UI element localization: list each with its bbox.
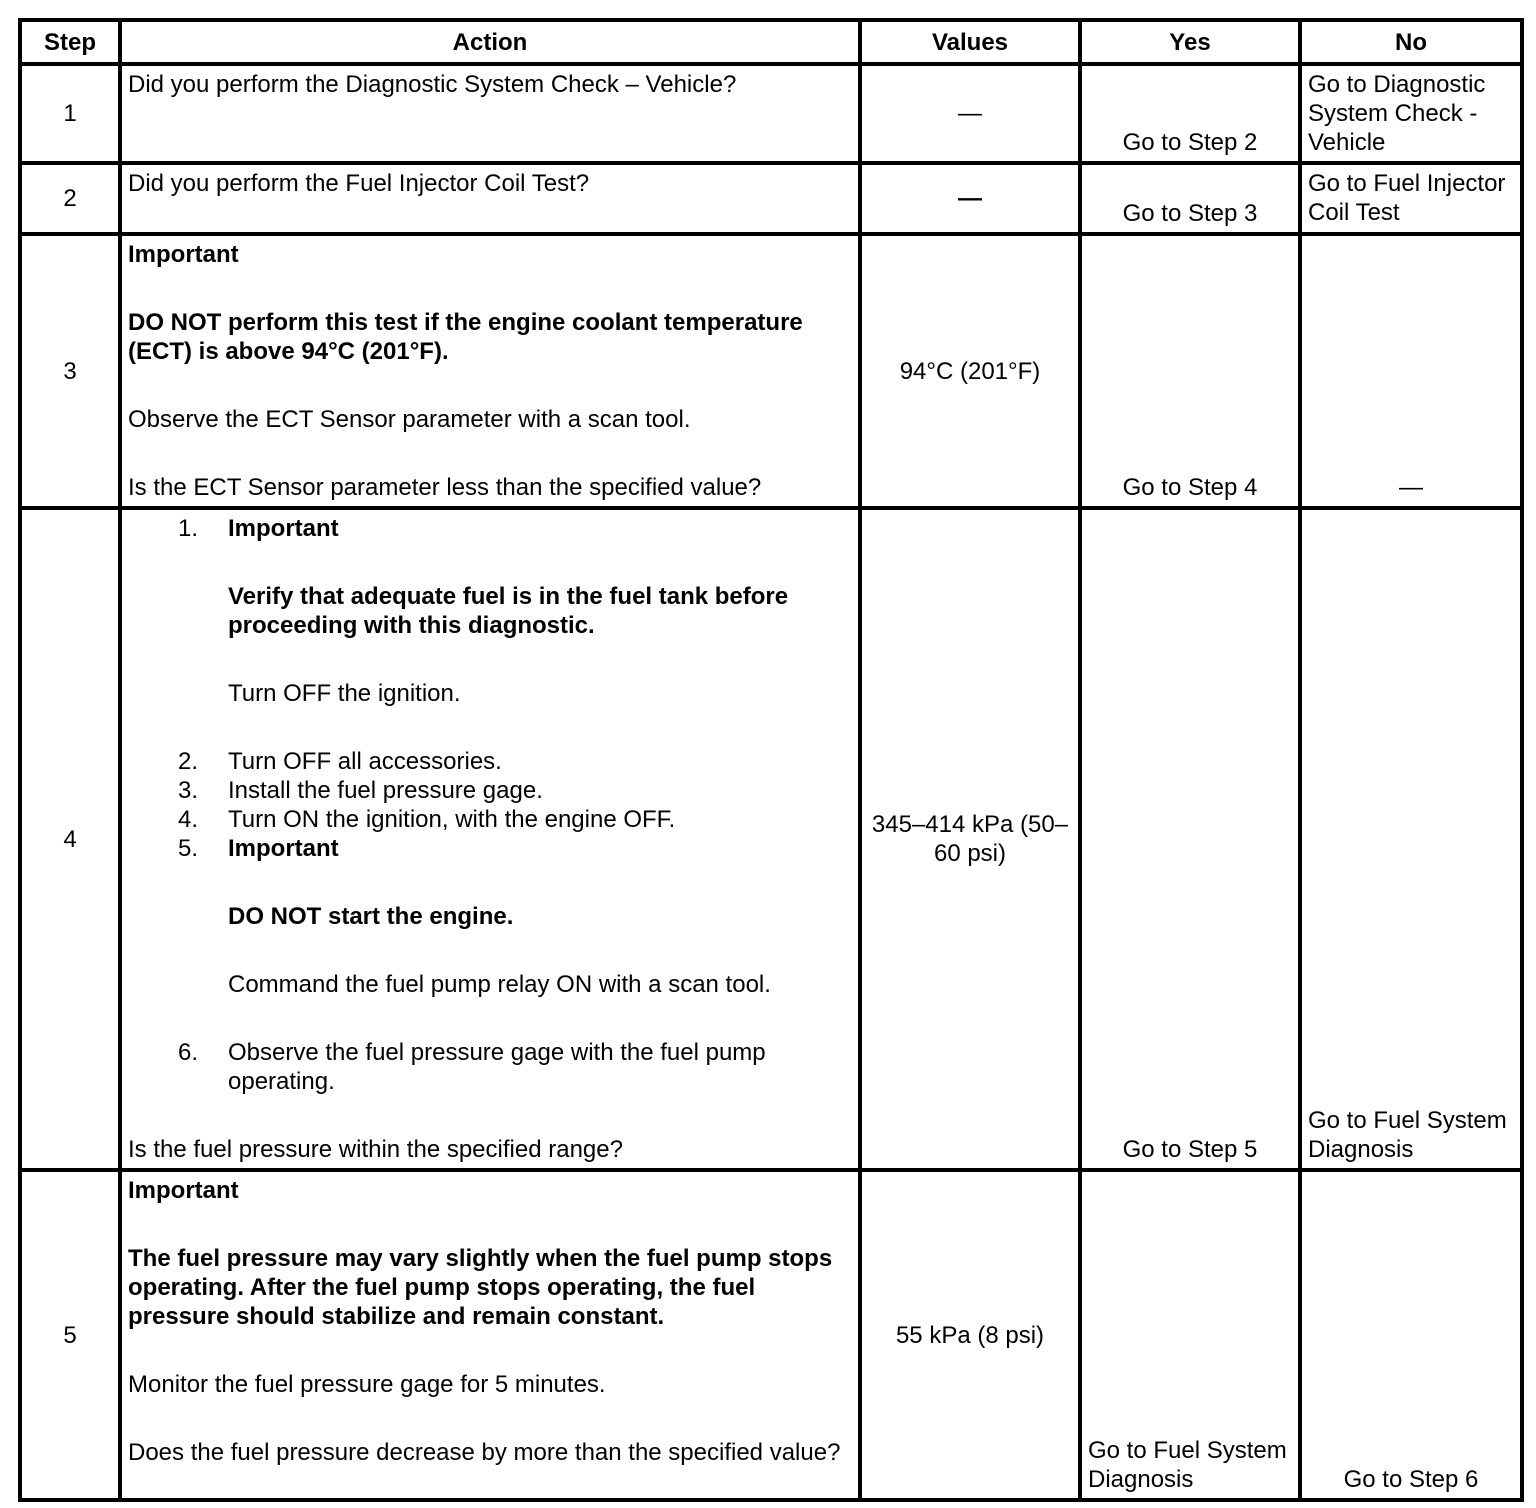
list-item: [128, 1038, 852, 1096]
table-row: [20, 234, 1522, 508]
yes-cell: Go to Step 4: [1080, 234, 1300, 508]
header-row: [20, 20, 1522, 64]
yes-cell: Go to Step 2: [1080, 64, 1300, 163]
header-yes: Yes: [1080, 20, 1300, 64]
item-number: 5.: [177, 835, 198, 862]
important-warning: DO NOT start the engine.: [228, 903, 514, 930]
table-header: [20, 20, 1522, 64]
values-cell: 345–414 kPa (50–60 psi): [860, 508, 1080, 1170]
important-label: Important: [128, 1177, 239, 1204]
step-number: 5: [20, 1170, 120, 1500]
important-label: Important: [228, 515, 339, 542]
no-cell: Go to Step 6: [1300, 1170, 1522, 1500]
item-text: Turn OFF all accessories.: [228, 748, 502, 775]
list-item: [128, 805, 852, 834]
header-no: No: [1300, 20, 1522, 64]
table-row: [20, 163, 1522, 234]
yes-cell: Go to Step 3: [1080, 163, 1300, 234]
item-text: Observe the fuel pressure gage with the fuel pump operating.: [228, 1039, 766, 1095]
yes-cell: Go to Step 5: [1080, 508, 1300, 1170]
important-warning: The fuel pressure may vary slightly when the fuel pump stops operating. After the fuel pump stops operating, the fuel pressure should stabilize and remain constant.: [128, 1245, 833, 1330]
diagnostic-table: [18, 18, 1524, 1502]
item-text: Command the fuel pump relay ON with a scan tool.: [228, 971, 771, 998]
item-text: Turn OFF the ignition.: [228, 680, 461, 707]
no-cell: Go to Fuel System Diagnosis: [1300, 508, 1522, 1170]
step-number: 3: [20, 234, 120, 508]
action-instruction: Observe the ECT Sensor parameter with a scan tool.: [128, 406, 691, 433]
header-step: Step: [20, 20, 120, 64]
values-cell: 55 kPa (8 psi): [860, 1170, 1080, 1500]
item-number: 3.: [177, 777, 198, 804]
action-cell: [120, 64, 860, 163]
item-text: Install the fuel pressure gage.: [228, 777, 543, 804]
important-warning: Verify that adequate fuel is in the fuel tank before proceeding with this diagnostic.: [228, 583, 789, 639]
important-label: Important: [128, 241, 239, 268]
item-text: Turn ON the ignition, with the engine OFF.: [228, 806, 676, 833]
no-cell: —: [1300, 234, 1522, 508]
action-instruction: Monitor the fuel pressure gage for 5 minutes.: [128, 1371, 606, 1398]
list-item: [128, 747, 852, 776]
action-question: Does the fuel pressure decrease by more than the specified value?: [128, 1439, 841, 1466]
action-cell: [120, 234, 860, 508]
action-cell: [120, 1170, 860, 1500]
table-row: [20, 1170, 1522, 1500]
list-item: [128, 834, 852, 1038]
yes-cell: Go to Fuel System Diagnosis: [1080, 1170, 1300, 1500]
important-label: Important: [228, 835, 339, 862]
action-question: Is the ECT Sensor parameter less than the specified value?: [128, 474, 762, 501]
table-row: [20, 508, 1522, 1170]
action-question: Is the fuel pressure within the specified range?: [128, 1136, 623, 1163]
action-question: Did you perform the Fuel Injector Coil Test?: [128, 170, 590, 197]
values-cell: —: [860, 64, 1080, 163]
item-number: 1.: [177, 515, 198, 542]
step-number: 2: [20, 163, 120, 234]
header-values: Values: [860, 20, 1080, 64]
table-row: [20, 64, 1522, 163]
important-warning: DO NOT perform this test if the engine coolant temperature (ECT) is above 94°C (201°F).: [128, 309, 803, 365]
action-cell: [120, 508, 860, 1170]
action-question: Did you perform the Diagnostic System Check – Vehicle?: [128, 71, 737, 98]
header-action: Action: [120, 20, 860, 64]
action-cell: [120, 163, 860, 234]
step-number: 1: [20, 64, 120, 163]
item-number: 2.: [177, 748, 198, 775]
list-item: [128, 776, 852, 805]
values-cell: —: [860, 163, 1080, 234]
no-cell: Go to Diagnostic System Check - Vehicle: [1300, 64, 1522, 163]
no-cell: Go to Fuel Injector Coil Test: [1300, 163, 1522, 234]
procedure-list: [128, 514, 852, 1096]
values-cell: 94°C (201°F): [860, 234, 1080, 508]
item-number: 6.: [177, 1039, 198, 1066]
list-item: [128, 514, 852, 747]
item-number: 4.: [177, 806, 198, 833]
step-number: 4: [20, 508, 120, 1170]
